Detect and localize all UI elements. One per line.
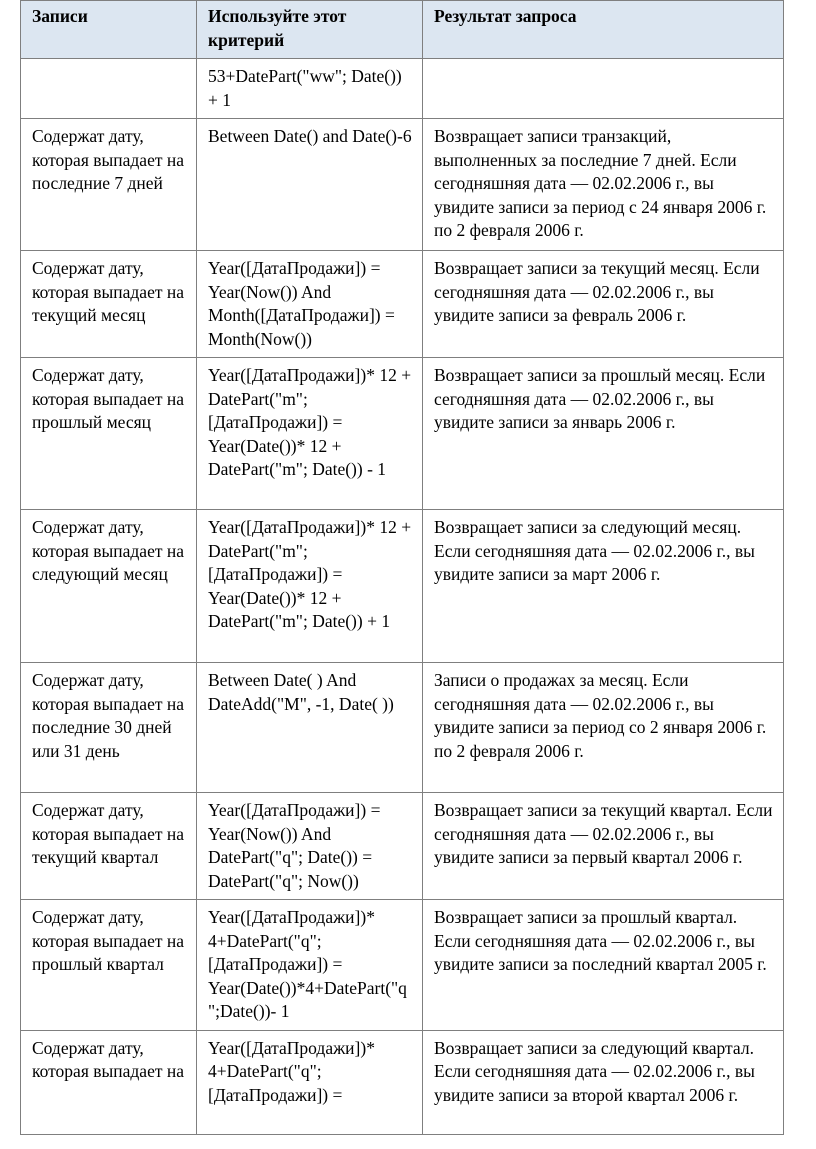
records-cell: Содержат дату, которая выпадает на прошлый квартал (21, 900, 197, 1031)
table-row (21, 1030, 784, 1134)
header-result: Результат запроса (423, 1, 784, 59)
table-row (21, 119, 784, 251)
records-cell: Содержат дату, которая выпадает на последние 7 дней (21, 119, 197, 251)
records-cell: Содержат дату, которая выпадает на следующий месяц (21, 510, 197, 663)
records-cell (21, 59, 197, 119)
result-cell: Возвращает записи за текущий месяц. Если сегодняшняя дата — 02.02.2006 г., вы увидите записи за февраль 2006 г. (423, 251, 784, 358)
criteria-cell: Year([ДатаПродажи])* 4+DatePart("q";[ДатаПродажи]) = (197, 1030, 423, 1134)
criteria-cell: Year([ДатаПродажи])* 4+DatePart("q";[ДатаПродажи]) = Year(Date())*4+DatePart("q";Date())- 1 (197, 900, 423, 1031)
criteria-cell: Year([ДатаПродажи])* 12 + DatePart("m"; [ДатаПродажи]) = Year(Date())* 12 + DatePart("m"; Date()) - 1 (197, 358, 423, 510)
table-row (21, 663, 784, 793)
records-cell: Содержат дату, которая выпадает на прошлый месяц (21, 358, 197, 510)
table-row (21, 793, 784, 900)
result-cell: Возвращает записи за прошлый квартал. Если сегодняшняя дата — 02.02.2006 г., вы увидите записи за последний квартал 2005 г. (423, 900, 784, 1031)
records-cell: Содержат дату, которая выпадает на (21, 1030, 197, 1134)
result-cell: Возвращает записи за следующий квартал. Если сегодняшняя дата — 02.02.2006 г., вы увидите записи за второй квартал 2006 г. (423, 1030, 784, 1134)
result-cell (423, 59, 784, 119)
records-cell: Содержат дату, которая выпадает на текущий месяц (21, 251, 197, 358)
criteria-table (20, 0, 784, 1135)
table-row (21, 59, 784, 119)
result-cell: Возвращает записи за текущий квартал. Если сегодняшняя дата — 02.02.2006 г., вы увидите записи за первый квартал 2006 г. (423, 793, 784, 900)
result-cell: Возвращает записи за прошлый месяц. Если сегодняшняя дата — 02.02.2006 г., вы увидите записи за январь 2006 г. (423, 358, 784, 510)
records-cell: Содержат дату, которая выпадает на последние 30 дней или 31 день (21, 663, 197, 793)
criteria-cell: Year([ДатаПродажи]) = Year(Now()) And DatePart("q"; Date()) = DatePart("q"; Now()) (197, 793, 423, 900)
table-row (21, 900, 784, 1031)
result-cell: Записи о продажах за месяц. Если сегодняшняя дата — 02.02.2006 г., вы увидите записи за период со 2 января 2006 г. по 2 февраля 2006 г. (423, 663, 784, 793)
table-row (21, 510, 784, 663)
criteria-cell: Between Date( ) And DateAdd("M", -1, Date( )) (197, 663, 423, 793)
result-cell: Возвращает записи за следующий месяц. Если сегодняшняя дата — 02.02.2006 г., вы увидите записи за март 2006 г. (423, 510, 784, 663)
records-cell: Содержат дату, которая выпадает на текущий квартал (21, 793, 197, 900)
header-criteria: Используйте этот критерий (197, 1, 423, 59)
table-row (21, 251, 784, 358)
criteria-cell: 53+DatePart("ww"; Date()) + 1 (197, 59, 423, 119)
table-row (21, 358, 784, 510)
criteria-cell: Between Date() and Date()-6 (197, 119, 423, 251)
criteria-cell: Year([ДатаПродажи]) = Year(Now()) And Month([ДатаПродажи]) = Month(Now()) (197, 251, 423, 358)
table-header-row (21, 1, 784, 59)
result-cell: Возвращает записи транзакций, выполненных за последние 7 дней. Если сегодняшняя дата — 02.02.2006 г., вы увидите записи за период с 24 января 2006 г. по 2 февраля 2006 г. (423, 119, 784, 251)
criteria-cell: Year([ДатаПродажи])* 12 + DatePart("m"; [ДатаПродажи]) = Year(Date())* 12 + DatePart("m"; Date()) + 1 (197, 510, 423, 663)
header-records: Записи (21, 1, 197, 59)
